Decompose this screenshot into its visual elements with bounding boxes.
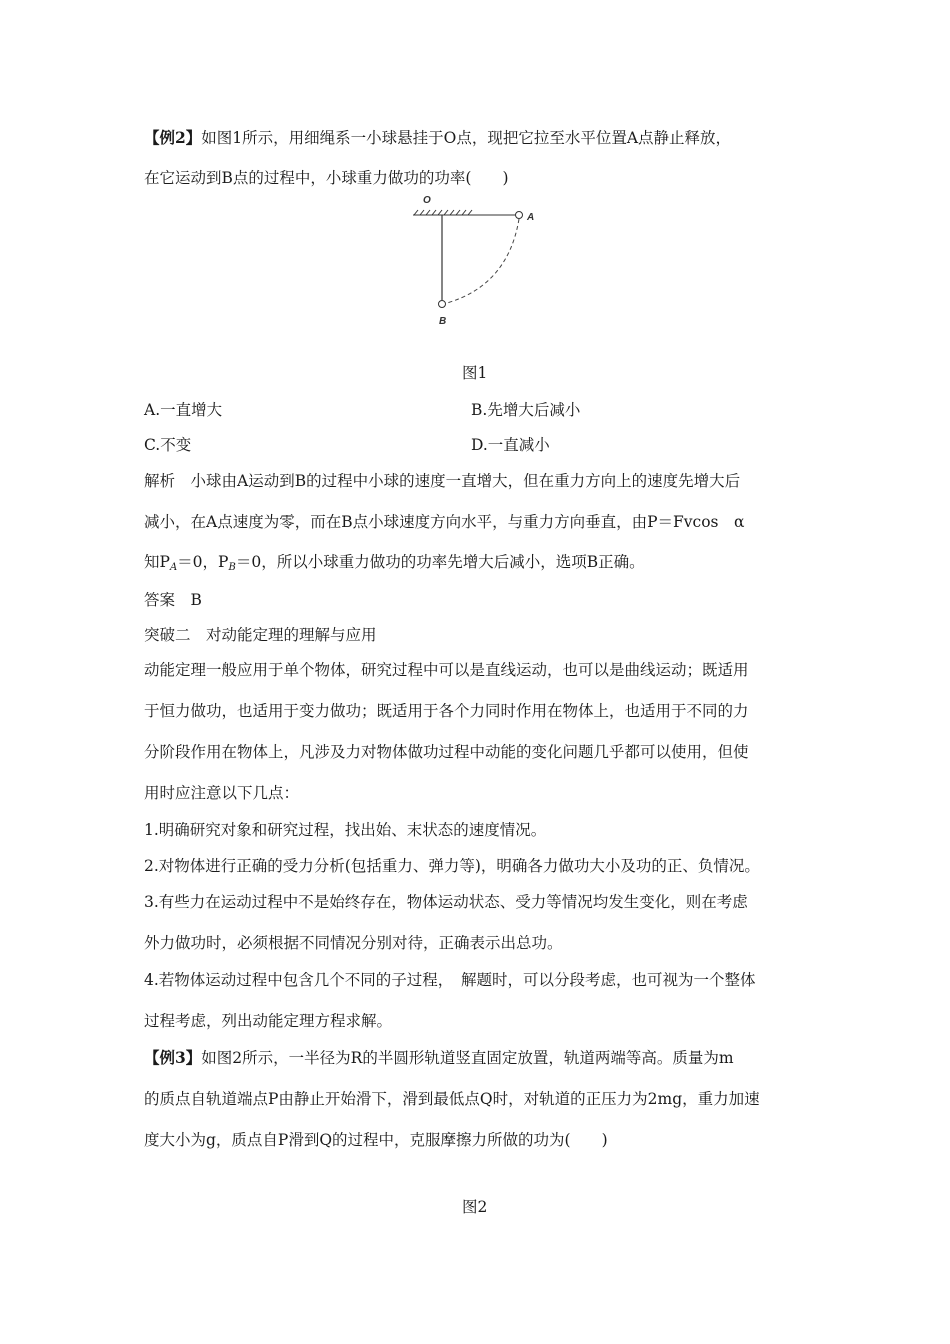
option-d: D.一直减小 xyxy=(471,436,550,454)
section2-para-line: 用时应注意以下几点： xyxy=(144,784,300,802)
ceiling-hatch xyxy=(413,210,472,215)
option-a: A.一直增大 xyxy=(144,401,223,419)
section2-point: 2.对物体进行正确的受力分析(包括重力、弹力等)，明确各力做功大小及功的正、负情况。 xyxy=(144,857,760,875)
example3-label: 【例3】 xyxy=(144,1048,202,1067)
example2-label: 【例2】 xyxy=(144,128,202,147)
subscript-b: B xyxy=(228,562,236,573)
trajectory-arc xyxy=(447,219,519,303)
section2-point: 过程考虑，列出动能定理方程求解。 xyxy=(144,1012,393,1030)
ball-a xyxy=(516,212,523,219)
section2-point: 1.明确研究对象和研究过程，找出始、末状态的速度情况。 xyxy=(144,821,547,839)
figure2-caption: 图2 xyxy=(462,1198,488,1216)
label-a: A xyxy=(527,212,535,223)
analysis-line1: 解析 小球由A运动到B的过程中小球的速度一直增大，但在重力方向上的速度先增大后 xyxy=(144,472,741,490)
section2-point: 4.若物体运动过程中包含几个不同的子过程， 解题时，可以分段考虑，也可视为一个整体 xyxy=(144,971,756,989)
section2-para-line: 分阶段作用在物体上，凡涉及力对物体做功过程中动能的变化问题几乎都可以使用，但使 xyxy=(144,743,749,761)
label-o: O xyxy=(423,195,431,206)
answer: 答案 B xyxy=(144,591,202,609)
example3-text1: 如图2所示，一半径为R的半圆形轨道竖直固定放置，轨道两端等高。质量为m xyxy=(201,1049,734,1067)
analysis-line3 xyxy=(144,552,645,578)
example2-text1: 如图1所示，用细绳系一小球悬挂于O点，现把它拉至水平位置A点静止释放， xyxy=(201,129,732,147)
ball-b xyxy=(439,301,446,308)
subscript-a: A xyxy=(169,562,178,573)
option-c: C.不变 xyxy=(144,436,192,454)
option-b: B.先增大后减小 xyxy=(471,401,581,419)
label-b: B xyxy=(439,316,447,327)
example2-line2: 在它运动到B点的过程中，小球重力做功的功率( ) xyxy=(144,169,509,187)
analysis-text: ＝0，P xyxy=(177,553,229,571)
figure1-caption: 图1 xyxy=(462,364,488,382)
example2-line1 xyxy=(144,128,731,148)
section2-title: 突破二 对动能定理的理解与应用 xyxy=(144,626,377,644)
analysis-text: ＝0，所以小球重力做功的功率先增大后减小，选项B正确。 xyxy=(235,553,645,571)
example3-line3: 度大小为g，质点自P滑到Q的过程中，克服摩擦力所做的功为( ) xyxy=(144,1131,608,1149)
section2-para-line: 于恒力做功，也适用于变力做功；既适用于各个力同时作用在物体上，也适用于不同的力 xyxy=(144,702,749,720)
section2-point: 3.有些力在运动过程中不是始终存在，物体运动状态、受力等情况均发生变化，则在考虑 xyxy=(144,893,748,911)
section2-para-line: 动能定理一般应用于单个物体，研究过程中可以是直线运动，也可以是曲线运动；既适用 xyxy=(144,661,749,679)
section2-point: 外力做功时，必须根据不同情况分别对待，正确表示出总功。 xyxy=(144,934,563,952)
example3-line1 xyxy=(144,1048,734,1068)
analysis-text: 知P xyxy=(144,553,170,571)
figure1-pendulum-diagram xyxy=(408,195,548,325)
example3-line2: 的质点自轨道端点P由静止开始滑下，滑到最低点Q时，对轨道的正压力为2mg，重力加速 xyxy=(144,1090,760,1108)
analysis-line2: 减小，在A点速度为零，而在B点小球速度方向水平，与重力方向垂直，由P＝Fvcos α xyxy=(144,513,745,531)
